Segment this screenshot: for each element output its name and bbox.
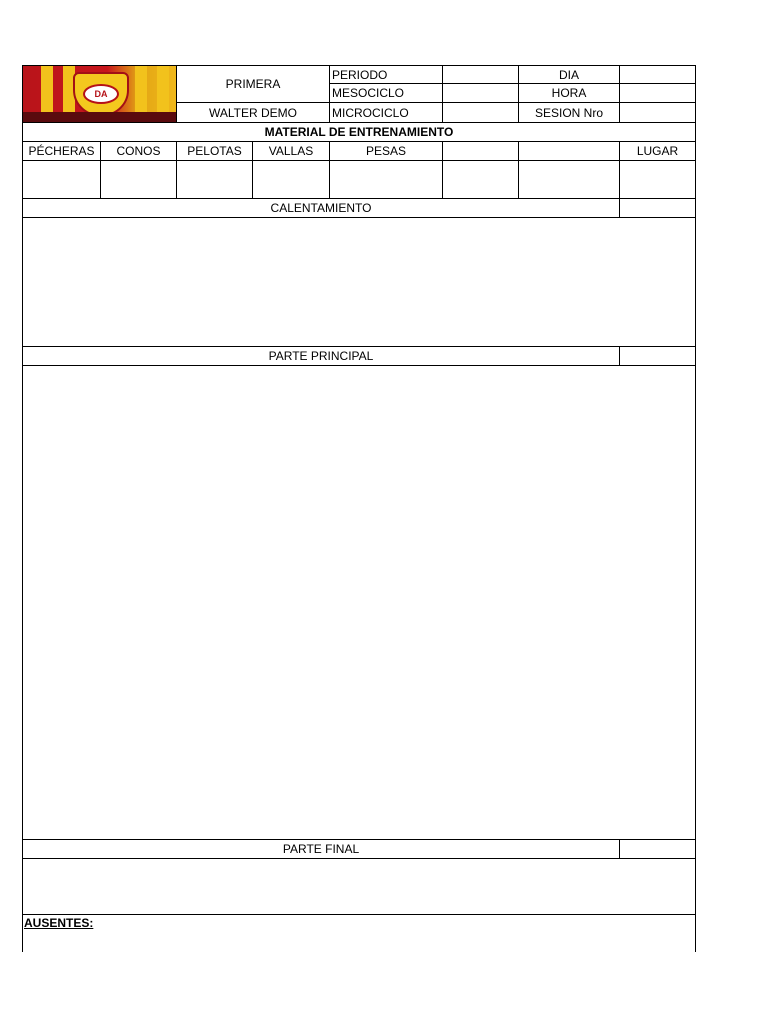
hora-label: HORA — [518, 83, 620, 103]
material-col-blank-2 — [518, 141, 620, 161]
material-value-pecheras[interactable] — [22, 160, 101, 199]
material-col-pecheras: PÉCHERAS — [22, 141, 101, 161]
material-value-pesas[interactable] — [329, 160, 443, 199]
dia-label: DIA — [518, 65, 620, 84]
final-part-title: PARTE FINAL — [22, 839, 620, 859]
sesion-value[interactable] — [619, 102, 696, 123]
material-col-lugar: LUGAR — [619, 141, 696, 161]
category-cell[interactable]: PRIMERA — [176, 65, 330, 103]
warmup-title: CALENTAMIENTO — [22, 198, 620, 218]
mesociclo-value[interactable] — [442, 83, 519, 103]
warmup-content[interactable] — [22, 217, 696, 347]
mesociclo-label: MESOCICLO — [329, 83, 443, 103]
sesion-label: SESION Nro — [518, 102, 620, 123]
material-title: MATERIAL DE ENTRENAMIENTO — [22, 122, 696, 142]
material-col-blank-1 — [442, 141, 519, 161]
periodo-value[interactable] — [442, 65, 519, 84]
material-value-conos[interactable] — [100, 160, 177, 199]
periodo-label: PERIODO — [329, 65, 443, 84]
final-part-content[interactable] — [22, 858, 696, 915]
hora-value[interactable] — [619, 83, 696, 103]
material-value-blank-1[interactable] — [442, 160, 519, 199]
material-value-blank-2[interactable] — [518, 160, 620, 199]
absent-section[interactable] — [22, 914, 696, 952]
material-col-vallas: VALLAS — [252, 141, 330, 161]
material-col-pesas: PESAS — [329, 141, 443, 161]
warmup-time[interactable] — [619, 198, 696, 218]
coach-cell[interactable]: WALTER DEMO — [176, 102, 330, 123]
logo-frame — [22, 65, 177, 123]
main-part-time[interactable] — [619, 346, 696, 366]
dia-value[interactable] — [619, 65, 696, 84]
main-part-title: PARTE PRINCIPAL — [22, 346, 620, 366]
main-part-content[interactable] — [22, 365, 696, 840]
final-part-time[interactable] — [619, 839, 696, 859]
shield-icon: DA — [73, 72, 129, 116]
material-col-conos: CONOS — [100, 141, 177, 161]
material-value-vallas[interactable] — [252, 160, 330, 199]
material-value-pelotas[interactable] — [176, 160, 253, 199]
microciclo-label: MICROCICLO — [329, 102, 443, 123]
material-col-pelotas: PELOTAS — [176, 141, 253, 161]
absent-label: AUSENTES: — [24, 916, 94, 930]
microciclo-value[interactable] — [442, 102, 519, 123]
material-value-lugar[interactable] — [619, 160, 696, 199]
